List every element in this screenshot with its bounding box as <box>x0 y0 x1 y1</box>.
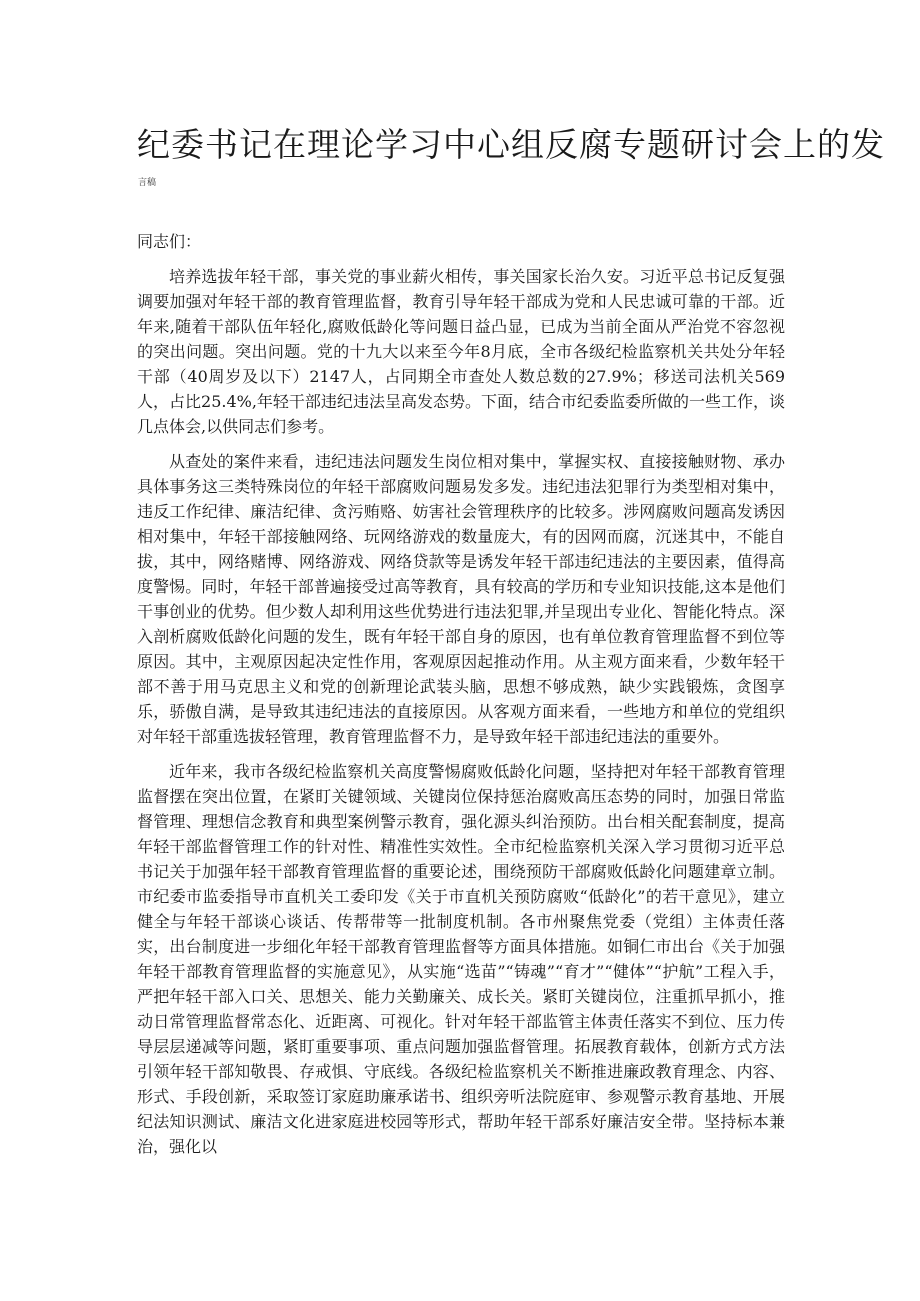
paragraph: 培养选拔年轻干部，事关党的事业薪火相传，事关国家长治久安。习近平总书记反复强调要加强对年轻干部的教育管理监督，教育引导年轻干部成为党和人民忠诚可靠的干部。近年来,随着干部队伍年轻化,腐败低龄化等问题日益凸显，已成为当前全面从严治党不容忽视的突出问题。突出问题。党的十九大以来至今年8月底，全市各级纪检监察机关共处分年轻干部（40周岁及以下）2147人，占同期全市查处人数总数的27.9%；移送司法机关569人，占比25.4%,年轻干部违纪违法呈高发态势。下面，结合市纪委监委所做的一些工作，谈几点体会,以供同志们参考。 <box>137 267 785 436</box>
document-body <box>137 229 785 1169</box>
salutation: 同志们： <box>137 232 202 251</box>
paragraph: 近年来，我市各级纪检监察机关高度警惕腐败低龄化问题，坚持把对年轻干部教育管理监督摆在突出位置，在紧盯关键领域、关键岗位保持惩治腐败高压态势的同时，加强日常监督管理、理想信念教育和典型案例警示教育，强化源头纠治预防。出台相关配套制度，提高年轻干部监督管理工作的针对性、精准性实效性。全市纪检监察机关深入学习贯彻习近平总书记关于加强年轻干部教育管理监督的重要论述，围绕预防干部腐败低龄化问题建章立制。市纪委市监委指导市直机关工委印发《关于市直机关预防腐败“低龄化”的若干意见》，建立健全与年轻干部谈心谈话、传帮带等一批制度机制。各市州聚焦党委（党组）主体责任落实，出台制度进一步细化年轻干部教育管理监督等方面具体措施。如铜仁市出台《关于加强年轻干部教育管理监督的实施意见》，从实施“选苗”“铸魂”“育才”“健体”“护航”工程入手，严把年轻干部入口关、思想关、能力关勤廉关、成长关。紧盯关键岗位，注重抓早抓小，推动日常管理监督常态化、近距离、可视化。针对年轻干部监管主体责任落实不到位、压力传导层层递减等问题，紧盯重要事项、重点问题加强监督管理。拓展教育载体，创新方式方法引领年轻干部知敬畏、存戒惧、守底线。各级纪检监察机关不断推进廉政教育理念、内容、形式、手段创新，采取签订家庭助廉承诺书、组织旁听法院庭审、参观警示教育基地、开展纪法知识测试、廉洁文化进家庭进校园等形式，帮助年轻干部系好廉洁安全带。坚持标本兼治，强化以 <box>137 762 785 1156</box>
paragraph: 从查处的案件来看，违纪违法问题发生岗位相对集中，掌握实权、直接接触财物、承办具体事务这三类特殊岗位的年轻干部腐败问题易发多发。违纪违法犯罪行为类型相对集中，违反工作纪律、廉洁纪律、贪污贿赂、妨害社会管理秩序的比较多。涉网腐败问题高发诱因相对集中，年轻干部接触网络、玩网络游戏的数量庞大，有的因网而腐，沉迷其中，不能自拔，其中，网络赌博、网络游戏、网络贷款等是诱发年轻干部违纪违法的主要因素，值得高度警惕。同时，年轻干部普遍接受过高等教育，具有较高的学历和专业知识技能,这本是他们干事创业的优势。但少数人却利用这些优势进行违法犯罪,并呈现出专业化、智能化特点。深入剖析腐败低龄化问题的发生，既有年轻干部自身的原因，也有单位教育管理监督不到位等原因。其中，主观原因起决定性作用，客观原因起推动作用。从主观方面来看，少数年轻干部不善于用马克思主义和党的创新理论武装头脑，思想不够成熟，缺少实践锻炼，贪图享乐，骄傲自满，是导致其违纪违法的直接原因。从客观方面来看，一些地方和单位的党组织对年轻干部重选拔轻管理，教育管理监督不力，是导致年轻干部违纪违法的重要外。 <box>137 452 785 746</box>
document-title-continuation: 言稿 <box>138 178 157 188</box>
document-title: 纪委书记在理论学习中心组反腐专题研讨会上的发 <box>137 125 885 164</box>
